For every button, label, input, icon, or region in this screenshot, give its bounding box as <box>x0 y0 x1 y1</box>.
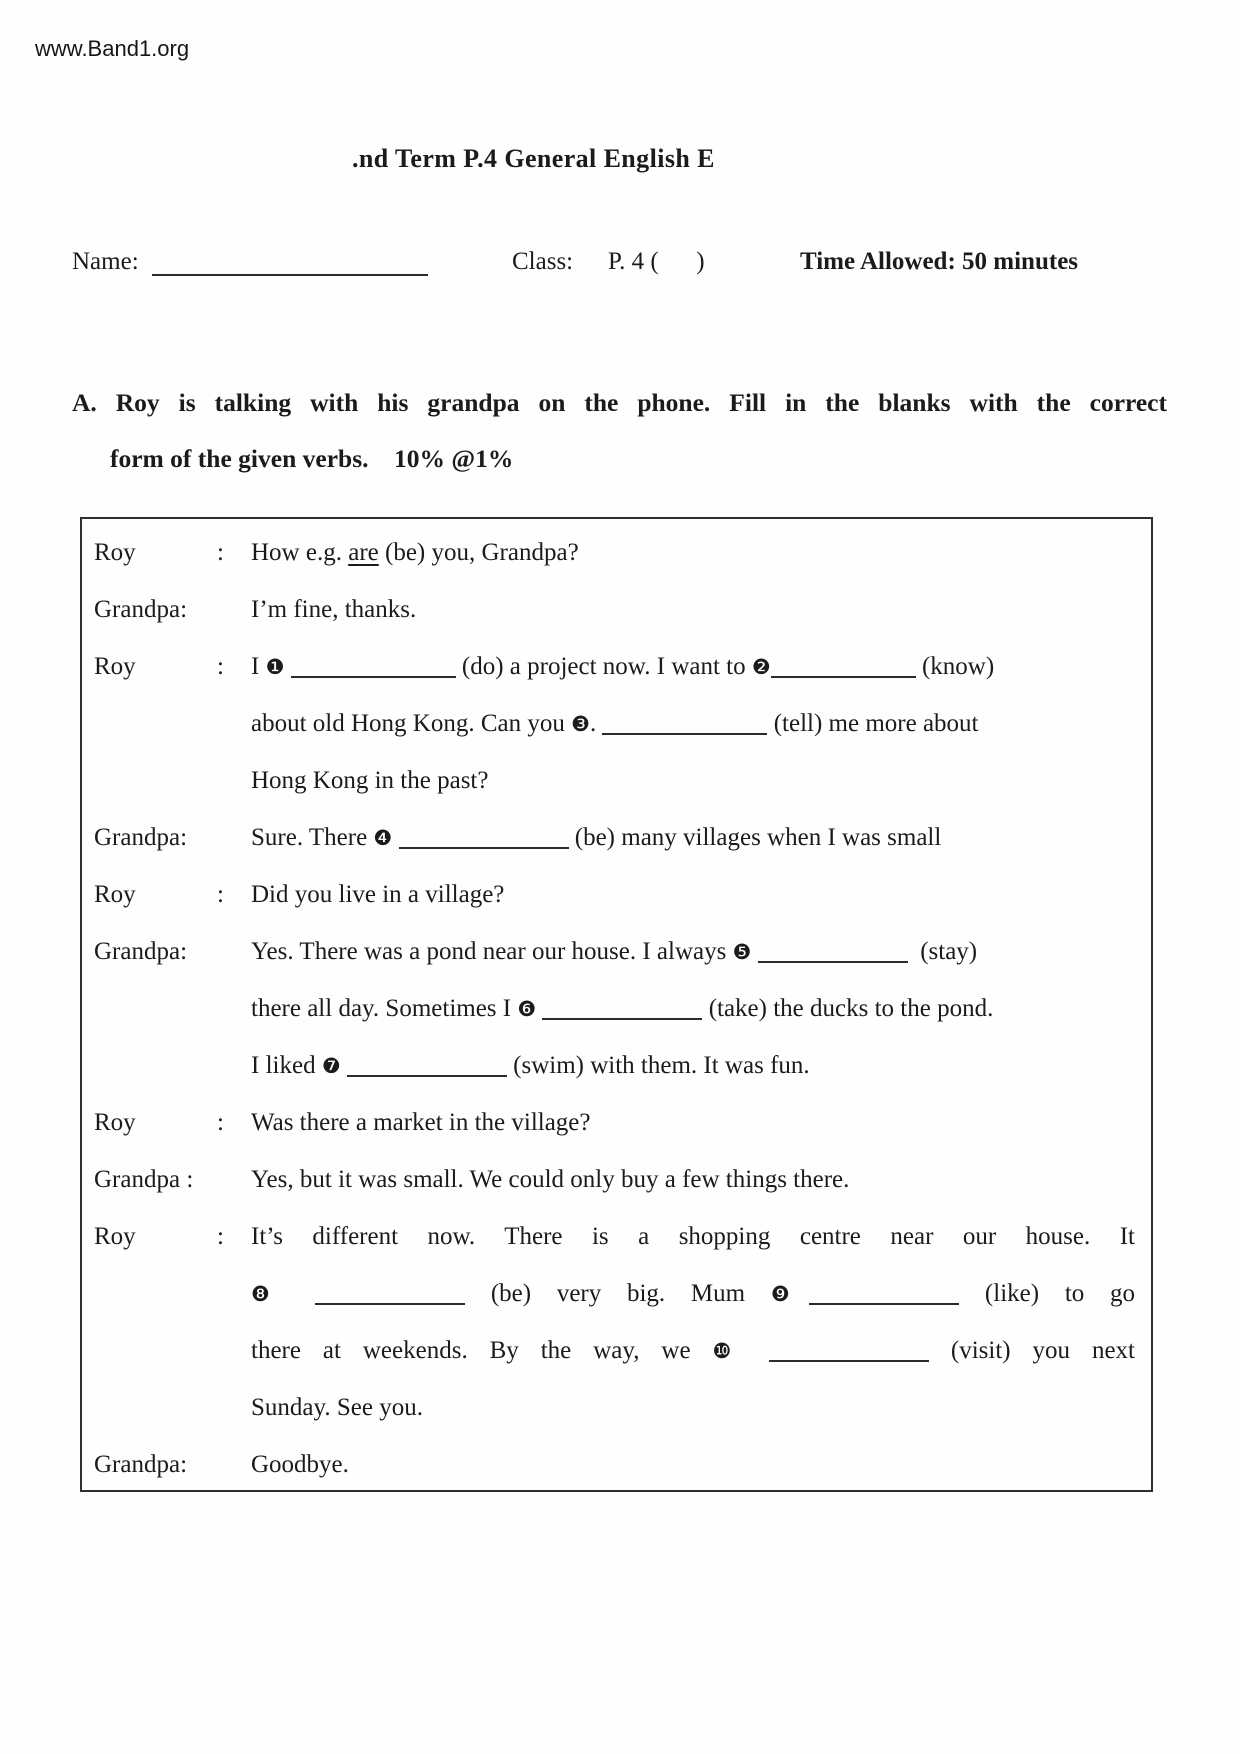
circled-number: ❾ <box>770 1281 810 1306</box>
dialogue-text: I liked ❼ (swim) with them. It was fun. <box>251 1051 810 1079</box>
dialogue-text: Yes. There was a pond near our house. I always ❺ (stay) <box>251 937 978 965</box>
colon-separator: : <box>217 538 224 566</box>
answer-blank <box>602 719 767 735</box>
dialogue-text: Sure. There ❹ (be) many villages when I was small <box>251 823 942 851</box>
class-value: P. 4 ( ) <box>608 248 705 275</box>
dialogue-text: Goodbye. <box>251 1450 349 1478</box>
speaker-label: Roy <box>94 1222 136 1250</box>
answer-blank <box>291 662 456 678</box>
dialogue-row <box>82 923 1151 980</box>
circled-number: ❿ <box>712 1338 748 1363</box>
dialogue-text: Sunday. See you. <box>251 1393 423 1421</box>
site-watermark: www.Band1.org <box>35 36 190 61</box>
answer-blank <box>771 662 916 678</box>
circled-number: ❹ <box>373 825 393 850</box>
dialogue-row <box>82 581 1151 638</box>
speaker-label: Grandpa: <box>94 1450 188 1478</box>
dialogue-text: about old Hong Kong. Can you ❸. (tell) me more about <box>251 709 979 737</box>
speaker-label: Grandpa: <box>94 595 188 623</box>
section-a-instruction-line2: form of the given verbs. 10% @1% <box>110 444 514 473</box>
dialogue-text: I ❶ (do) a project now. I want to ❷ (know) <box>251 652 995 680</box>
circled-number: ❼ <box>321 1053 341 1078</box>
dialogue-text: Hong Kong in the past? <box>251 766 489 794</box>
answer-blank <box>769 1346 929 1362</box>
colon-separator: : <box>217 880 224 908</box>
circled-number: ❺ <box>732 939 752 964</box>
dialogue-row <box>82 1436 1151 1493</box>
speaker-label: Roy <box>94 538 136 566</box>
exam-meta-row <box>0 248 1240 288</box>
time-allowed-label: Time Allowed: 50 minutes <box>800 248 1079 275</box>
dialogue-row <box>82 1094 1151 1151</box>
speaker-label: Roy <box>94 652 136 680</box>
answer-blank <box>758 947 908 963</box>
dialogue-text: there all day. Sometimes I ❻ (take) the ducks to the pond. <box>251 994 994 1022</box>
dialogue-row <box>82 1037 1151 1094</box>
dialogue-row <box>82 980 1151 1037</box>
speaker-label: Roy <box>94 1108 136 1136</box>
circled-number: ❷ <box>751 654 771 679</box>
dialogue-text: I’m fine, thanks. <box>251 595 417 623</box>
name-label: Name: <box>72 248 139 275</box>
example-answer: are <box>348 538 379 566</box>
dialogue-row <box>82 1208 1151 1265</box>
section-a-instruction-line1: A. Roy is talking with his grandpa on the phone. Fill in the blanks with the correct <box>72 388 1167 417</box>
dialogue-row <box>82 638 1151 695</box>
dialogue-row <box>82 1265 1151 1322</box>
circled-number: ❻ <box>517 996 537 1021</box>
answer-blank <box>347 1061 507 1077</box>
class-label: Class: <box>512 248 574 275</box>
answer-blank <box>542 1004 702 1020</box>
circled-number: ❶ <box>265 654 285 679</box>
dialogue-row <box>82 752 1151 809</box>
dialogue-text: It’s different now. There is a shopping centre near our house. It <box>251 1222 1135 1250</box>
answer-blank <box>809 1289 959 1305</box>
answer-blank <box>315 1289 465 1305</box>
colon-separator: : <box>217 652 224 680</box>
answer-blank <box>399 833 569 849</box>
colon-separator: : <box>217 1108 224 1136</box>
speaker-label: Grandpa : <box>94 1165 194 1193</box>
dialogue-text: ❽ (be) very big. Mum ❾ (like) to go <box>251 1279 1136 1307</box>
dialogue-text: Yes, but it was small. We could only buy a few things there. <box>251 1165 850 1193</box>
dialogue-row <box>82 1379 1151 1436</box>
dialogue-row <box>82 1322 1151 1379</box>
dialogue-row <box>82 1151 1151 1208</box>
dialogue-row <box>82 695 1151 752</box>
section-a-heading <box>72 388 1167 474</box>
dialogue-text: How e.g. are (be) you, Grandpa? <box>251 538 579 566</box>
dialogue-row <box>82 524 1151 581</box>
dialogue-text: Was there a market in the village? <box>251 1108 591 1136</box>
dialogue-text: Did you live in a village? <box>251 880 505 908</box>
dialogue-row <box>82 866 1151 923</box>
colon-separator: : <box>217 1222 224 1250</box>
exam-title: .nd Term P.4 General English E <box>352 144 715 173</box>
circled-number: ❸ <box>571 711 590 736</box>
dialogue-text: there at weekends. By the way, we ❿ (visit) you next <box>251 1336 1136 1364</box>
name-blank-line <box>152 274 428 276</box>
speaker-label: Grandpa: <box>94 823 188 851</box>
circled-number: ❽ <box>251 1281 290 1306</box>
speaker-label: Grandpa: <box>94 937 188 965</box>
dialogue-box <box>80 517 1153 1492</box>
dialogue-row <box>82 809 1151 866</box>
speaker-label: Roy <box>94 880 136 908</box>
